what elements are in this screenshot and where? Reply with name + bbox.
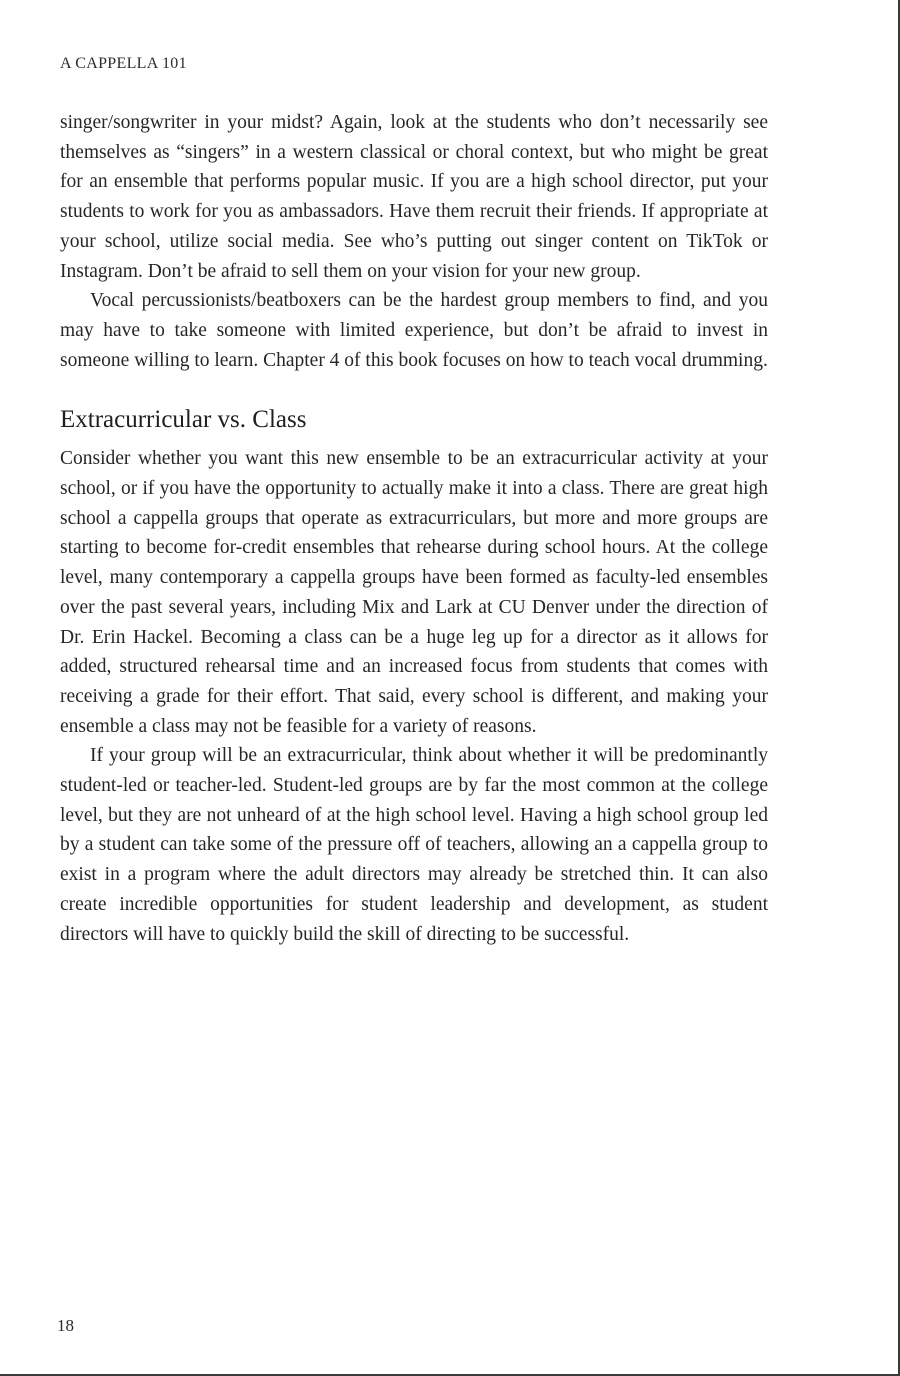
body-text bbox=[60, 108, 768, 949]
paragraph-recruiting-singers: singer/songwriter in your midst? Again, look at the students who don’t necessarily see themselves as “singers” in a western classical or choral context, but who might be great for an ensemble that performs popular music. If you are a high school director, put your students to work for you as ambassadors. Have them recruit their friends. If appropriate at your school, utilize social media. See who’s putting out singer content on TikTok or Instagram. Don’t be afraid to sell them on your vision for your new group. bbox=[60, 112, 768, 282]
paragraph-student-led: If your group will be an extracurricular, think about whether it will be predominantly student-led or teacher-led. Student-led groups are by far the most common at the college level, but they are not unheard of at the high school level. Having a high school group led by a student can take some of the pressure off of teachers, allowing an a cappella group to exist in a program where the adult directors may already be stretched thin. It can also create incredible opportunities for student leadership and development, as student directors will have to quickly build the skill of directing to be successful. bbox=[60, 745, 768, 945]
paragraph-vocal-percussion: Vocal percussionists/beatboxers can be the hardest group members to find, and you may have to take someone with limited experience, but don’t be afraid to invest in someone willing to learn. Chapter 4 of this book focuses on how to teach vocal drumming. bbox=[60, 290, 768, 371]
page-number: 18 bbox=[57, 1316, 74, 1335]
section-heading: Extracurricular vs. Class bbox=[60, 406, 307, 434]
paragraph-extracurricular-or-class: Consider whether you want this new ensemble to be an extracurricular activity at your school, or if you have the opportunity to actually make it into a class. There are great high school a cappella groups that operate as extracurriculars, but more and more groups are starting to become for-credit ensembles that rehearse during school hours. At the college level, many contemporary a cappella groups have been formed as faculty-led ensembles over the past several years, including Mix and Lark at CU Denver under the direction of Dr. Erin Hackel. Becoming a class can be a huge leg up for a director as it allows for added, structured rehearsal time and an increased focus from students that comes with receiving a grade for their effort. That said, every school is different, and making your ensemble a class may not be feasible for a variety of reasons. bbox=[60, 448, 768, 737]
running-head: A CAPPELLA 101 bbox=[60, 55, 187, 72]
